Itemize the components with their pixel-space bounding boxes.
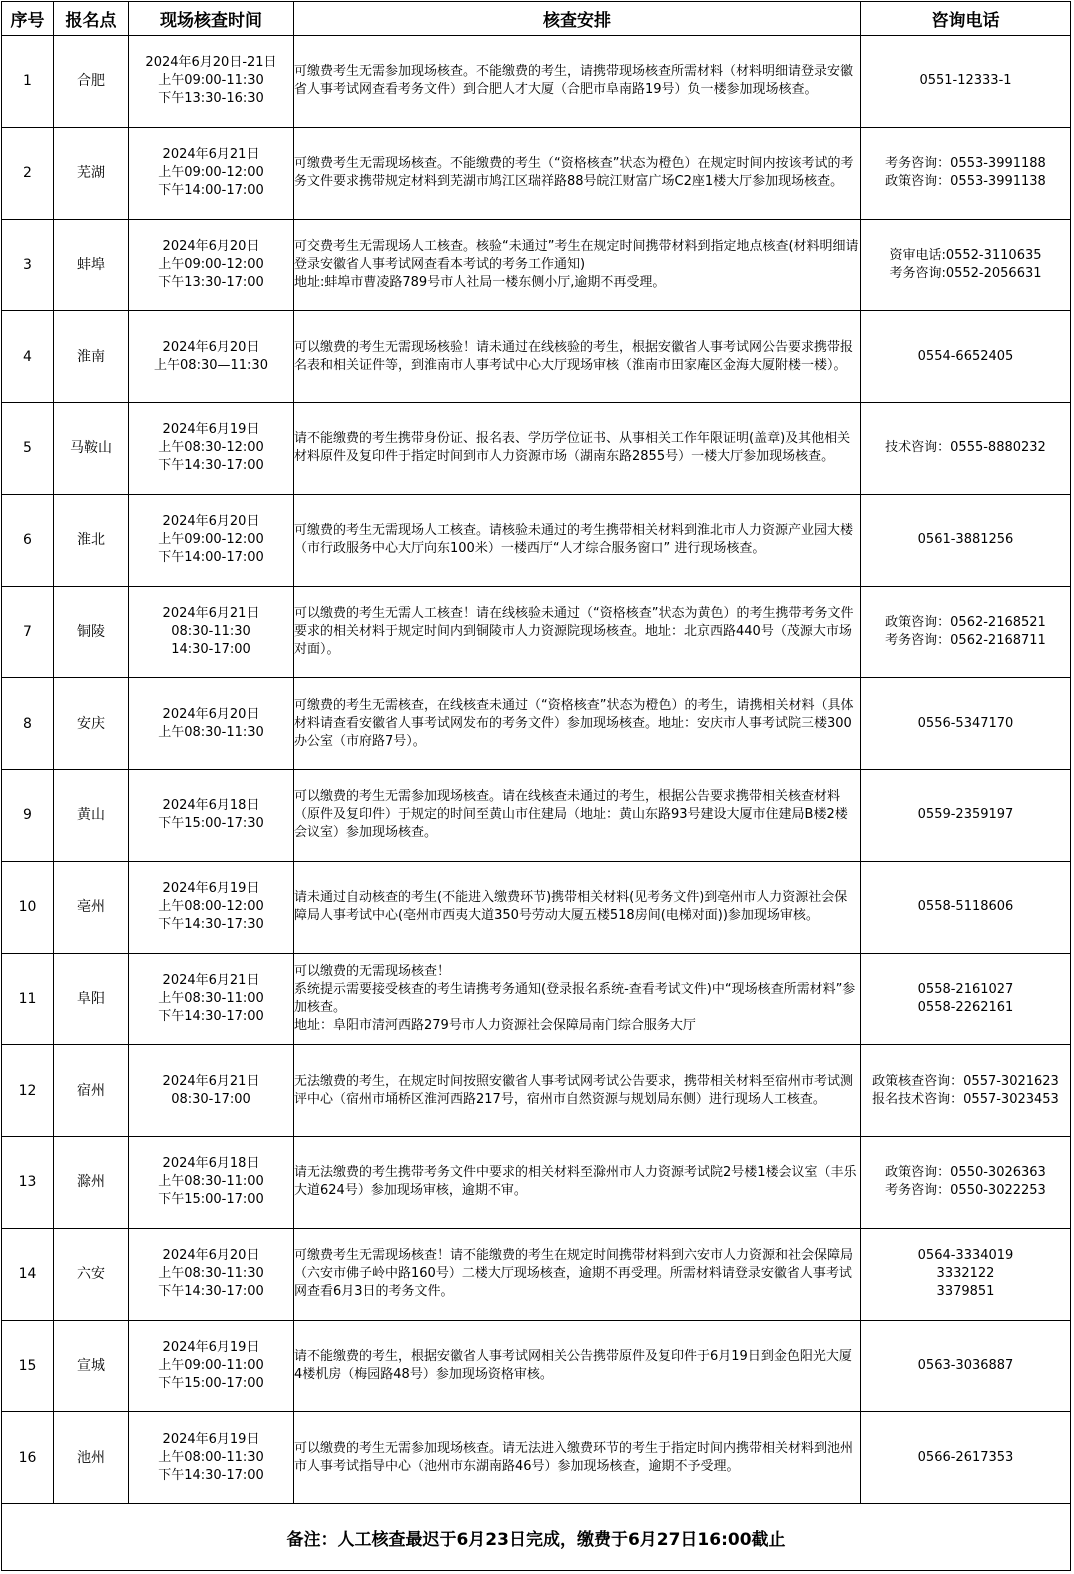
row-verification-time: 2024年6月21日 08:30-17:00: [129, 1045, 294, 1137]
table-row: [2, 311, 1071, 403]
row-contact-phone: 0558-5118606: [861, 861, 1071, 953]
row-registration-site: 阜阳: [54, 953, 129, 1045]
table-row: [2, 219, 1071, 311]
row-serial-number: 1: [2, 36, 54, 128]
row-serial-number: 15: [2, 1320, 54, 1412]
row-verification-time: 2024年6月19日 上午08:00-12:00 下午14:30-17:30: [129, 861, 294, 953]
row-verification-time: 2024年6月19日 上午08:30-12:00 下午14:30-17:00: [129, 403, 294, 495]
row-registration-site: 六安: [54, 1228, 129, 1320]
header-contact-phone: 咨询电话: [861, 2, 1071, 36]
table-row: [2, 770, 1071, 862]
row-serial-number: 4: [2, 311, 54, 403]
row-verification-arrangement: 请不能缴费的考生携带身份证、报名表、学历学位证书、从事相关工作年限证明(盖章)及其他相关材料原件及复印件于指定时间到市人力资源市场（湖南东路2855号）一楼大厅参加现场核查。: [294, 403, 861, 495]
row-verification-time: 2024年6月19日 上午08:00-11:30 下午14:30-17:00: [129, 1412, 294, 1504]
table-row: [2, 586, 1071, 678]
row-verification-arrangement: 可交费考生无需现场人工核查。核验“未通过”考生在规定时间携带材料到指定地点核查(材料明细请登录安徽省人事考试网查看本考试的考务工作通知) 地址:蚌埠市曹凌路789号市人社局一楼东侧小厅,逾期不再受理。: [294, 219, 861, 311]
table-row: [2, 1412, 1071, 1504]
row-serial-number: 10: [2, 861, 54, 953]
row-contact-phone: 政策核查咨询：0557-3021623 报名技术咨询：0557-3023453: [861, 1045, 1071, 1137]
row-verification-arrangement: 可以缴费的考生无需参加现场核查。请无法进入缴费环节的考生于指定时间内携带相关材料到池州市人事考试指导中心（池州市东湖南路46号）参加现场核查，逾期不予受理。: [294, 1412, 861, 1504]
row-registration-site: 亳州: [54, 861, 129, 953]
row-registration-site: 池州: [54, 1412, 129, 1504]
row-registration-site: 黄山: [54, 770, 129, 862]
row-serial-number: 8: [2, 678, 54, 770]
row-verification-time: 2024年6月20日 上午09:00-12:00 下午14:00-17:00: [129, 494, 294, 586]
row-verification-time: 2024年6月20日 上午08:30-11:30 下午14:30-17:00: [129, 1228, 294, 1320]
row-contact-phone: 0559-2359197: [861, 770, 1071, 862]
row-contact-phone: 政策咨询：0550-3026363 考务咨询：0550-3022253: [861, 1137, 1071, 1229]
row-verification-arrangement: 可以缴费的考生无需现场核验！请未通过在线核验的考生，根据安徽省人事考试网公告要求携带报名表和相关证件等，到淮南市人事考试中心大厅现场审核（淮南市田家庵区金海大厦附楼一楼）。: [294, 311, 861, 403]
row-registration-site: 合肥: [54, 36, 129, 128]
table-row: [2, 1045, 1071, 1137]
table-row: [2, 494, 1071, 586]
header-verification-time: 现场核查时间: [129, 2, 294, 36]
row-serial-number: 2: [2, 127, 54, 219]
row-contact-phone: 0563-3036887: [861, 1320, 1071, 1412]
row-serial-number: 9: [2, 770, 54, 862]
row-contact-phone: 0564-3334019 3332122 3379851: [861, 1228, 1071, 1320]
row-contact-phone: 0566-2617353: [861, 1412, 1071, 1504]
row-registration-site: 安庆: [54, 678, 129, 770]
row-serial-number: 6: [2, 494, 54, 586]
row-verification-arrangement: 可以缴费的无需现场核查！ 系统提示需要接受核查的考生请携考务通知(登录报名系统-查看考试文件)中“现场核查所需材料”参加核查。 地址：阜阳市清河西路279号市人力资源社会保障局南门综合服务大厅: [294, 953, 861, 1045]
row-serial-number: 12: [2, 1045, 54, 1137]
row-contact-phone: 政策咨询：0562-2168521 考务咨询：0562-2168711: [861, 586, 1071, 678]
row-serial-number: 7: [2, 586, 54, 678]
row-contact-phone: 0551-12333-1: [861, 36, 1071, 128]
row-verification-time: 2024年6月20日 上午09:00-12:00 下午13:30-17:00: [129, 219, 294, 311]
row-verification-arrangement: 可缴费的考生无需核查，在线核查未通过（“资格核查”状态为橙色）的考生，请携相关材料（具体材料请查看安徽省人事考试网发布的考务文件）参加现场核查。地址：安庆市人事考试院三楼300办公室（市府路7号）。: [294, 678, 861, 770]
row-contact-phone: 技术咨询：0555-8880232: [861, 403, 1071, 495]
row-verification-time: 2024年6月21日 上午09:00-12:00 下午14:00-17:00: [129, 127, 294, 219]
row-verification-time: 2024年6月20日 上午08:30—11:30: [129, 311, 294, 403]
row-registration-site: 淮南: [54, 311, 129, 403]
footer-row: [2, 1504, 1071, 1571]
row-serial-number: 3: [2, 219, 54, 311]
row-registration-site: 宣城: [54, 1320, 129, 1412]
table-row: [2, 1320, 1071, 1412]
header-registration-site: 报名点: [54, 2, 129, 36]
footer-note: 备注：人工核查最迟于6月23日完成，缴费于6月27日16:00截止: [2, 1504, 1071, 1571]
row-registration-site: 淮北: [54, 494, 129, 586]
table-row: [2, 678, 1071, 770]
table-row: [2, 861, 1071, 953]
header-serial-number: 序号: [2, 2, 54, 36]
row-contact-phone: 0558-2161027 0558-2262161: [861, 953, 1071, 1045]
row-serial-number: 13: [2, 1137, 54, 1229]
row-registration-site: 滁州: [54, 1137, 129, 1229]
row-verification-arrangement: 无法缴费的考生，在规定时间按照安徽省人事考试网考试公告要求，携带相关材料至宿州市考试测评中心（宿州市埇桥区淮河西路217号，宿州市自然资源与规划局东侧）进行现场人工核查。: [294, 1045, 861, 1137]
row-registration-site: 马鞍山: [54, 403, 129, 495]
row-registration-site: 蚌埠: [54, 219, 129, 311]
row-verification-arrangement: 可以缴费的考生无需参加现场核查。请在线核查未通过的考生，根据公告要求携带相关核查材料（原件及复印件）于规定的时间至黄山市住建局（地址：黄山东路93号建设大厦市住建局B楼2楼会议室）参加现场核查。: [294, 770, 861, 862]
row-verification-time: 2024年6月19日 上午09:00-11:00 下午15:00-17:00: [129, 1320, 294, 1412]
row-verification-time: 2024年6月18日 上午08:30-11:00 下午15:00-17:00: [129, 1137, 294, 1229]
table-row: [2, 1137, 1071, 1229]
row-verification-arrangement: 可以缴费的考生无需人工核查！请在线核验未通过（“资格核查”状态为黄色）的考生携带考务文件要求的相关材料于规定时间内到铜陵市人力资源院现场核查。地址：北京西路440号（茂源大市场对面）。: [294, 586, 861, 678]
row-verification-arrangement: 可缴费考生无需现场核查。不能缴费的考生（“资格核查”状态为橙色）在规定时间内按该考试的考务文件要求携带规定材料到芜湖市鸠江区瑞祥路88号皖江财富广场C2座1楼大厅参加现场核查。: [294, 127, 861, 219]
header-row: [2, 2, 1071, 36]
row-verification-arrangement: 请无法缴费的考生携带考务文件中要求的相关材料至滁州市人力资源考试院2号楼1楼会议室（丰乐大道624号）参加现场审核，逾期不审。: [294, 1137, 861, 1229]
table-row: [2, 1228, 1071, 1320]
table-row: [2, 953, 1071, 1045]
row-contact-phone: 考务咨询：0553-3991188 政策咨询：0553-3991138: [861, 127, 1071, 219]
row-verification-arrangement: 可缴费考生无需参加现场核查。不能缴费的考生，请携带现场核查所需材料（材料明细请登录安徽省人事考试网查看考务文件）到合肥人才大厦（合肥市阜南路19号）负一楼参加现场核查。: [294, 36, 861, 128]
row-verification-time: 2024年6月21日 上午08:30-11:00 下午14:30-17:00: [129, 953, 294, 1045]
verification-schedule-table: [1, 1, 1071, 1571]
row-registration-site: 铜陵: [54, 586, 129, 678]
row-serial-number: 16: [2, 1412, 54, 1504]
row-verification-arrangement: 请不能缴费的考生，根据安徽省人事考试网相关公告携带原件及复印件于6月19日到金色阳光大厦4楼机房（梅园路48号）参加现场资格审核。: [294, 1320, 861, 1412]
row-verification-time: 2024年6月18日 下午15:00-17:30: [129, 770, 294, 862]
row-verification-time: 2024年6月21日 08:30-11:30 14:30-17:00: [129, 586, 294, 678]
row-contact-phone: 0561-3881256: [861, 494, 1071, 586]
table-row: [2, 36, 1071, 128]
row-registration-site: 芜湖: [54, 127, 129, 219]
row-serial-number: 11: [2, 953, 54, 1045]
table-row: [2, 403, 1071, 495]
row-contact-phone: 资审电话:0552-3110635 考务咨询:0552-2056631: [861, 219, 1071, 311]
row-serial-number: 14: [2, 1228, 54, 1320]
row-verification-arrangement: 可缴费考生无需现场核查！请不能缴费的考生在规定时间携带材料到六安市人力资源和社会保障局（六安市佛子岭中路160号）二楼大厅现场核查，逾期不再受理。所需材料请登录安徽省人事考试网查看6月3日的考务文件。: [294, 1228, 861, 1320]
row-contact-phone: 0554-6652405: [861, 311, 1071, 403]
row-contact-phone: 0556-5347170: [861, 678, 1071, 770]
row-verification-arrangement: 可缴费的考生无需现场人工核查。请核验未通过的考生携带相关材料到淮北市人力资源产业园大楼（市行政服务中心大厅向东100米）一楼西厅“人才综合服务窗口” 进行现场核查。: [294, 494, 861, 586]
table-row: [2, 127, 1071, 219]
row-registration-site: 宿州: [54, 1045, 129, 1137]
row-verification-arrangement: 请未通过自动核查的考生(不能进入缴费环节)携带相关材料(见考务文件)到亳州市人力资源社会保障局人事考试中心(亳州市西夷大道350号劳动大厦五楼518房间(电梯对面))参加现场审核。: [294, 861, 861, 953]
header-verification-arrangement: 核查安排: [294, 2, 861, 36]
row-serial-number: 5: [2, 403, 54, 495]
row-verification-time: 2024年6月20日 上午08:30-11:30: [129, 678, 294, 770]
row-verification-time: 2024年6月20日-21日 上午09:00-11:30 下午13:30-16:30: [129, 36, 294, 128]
